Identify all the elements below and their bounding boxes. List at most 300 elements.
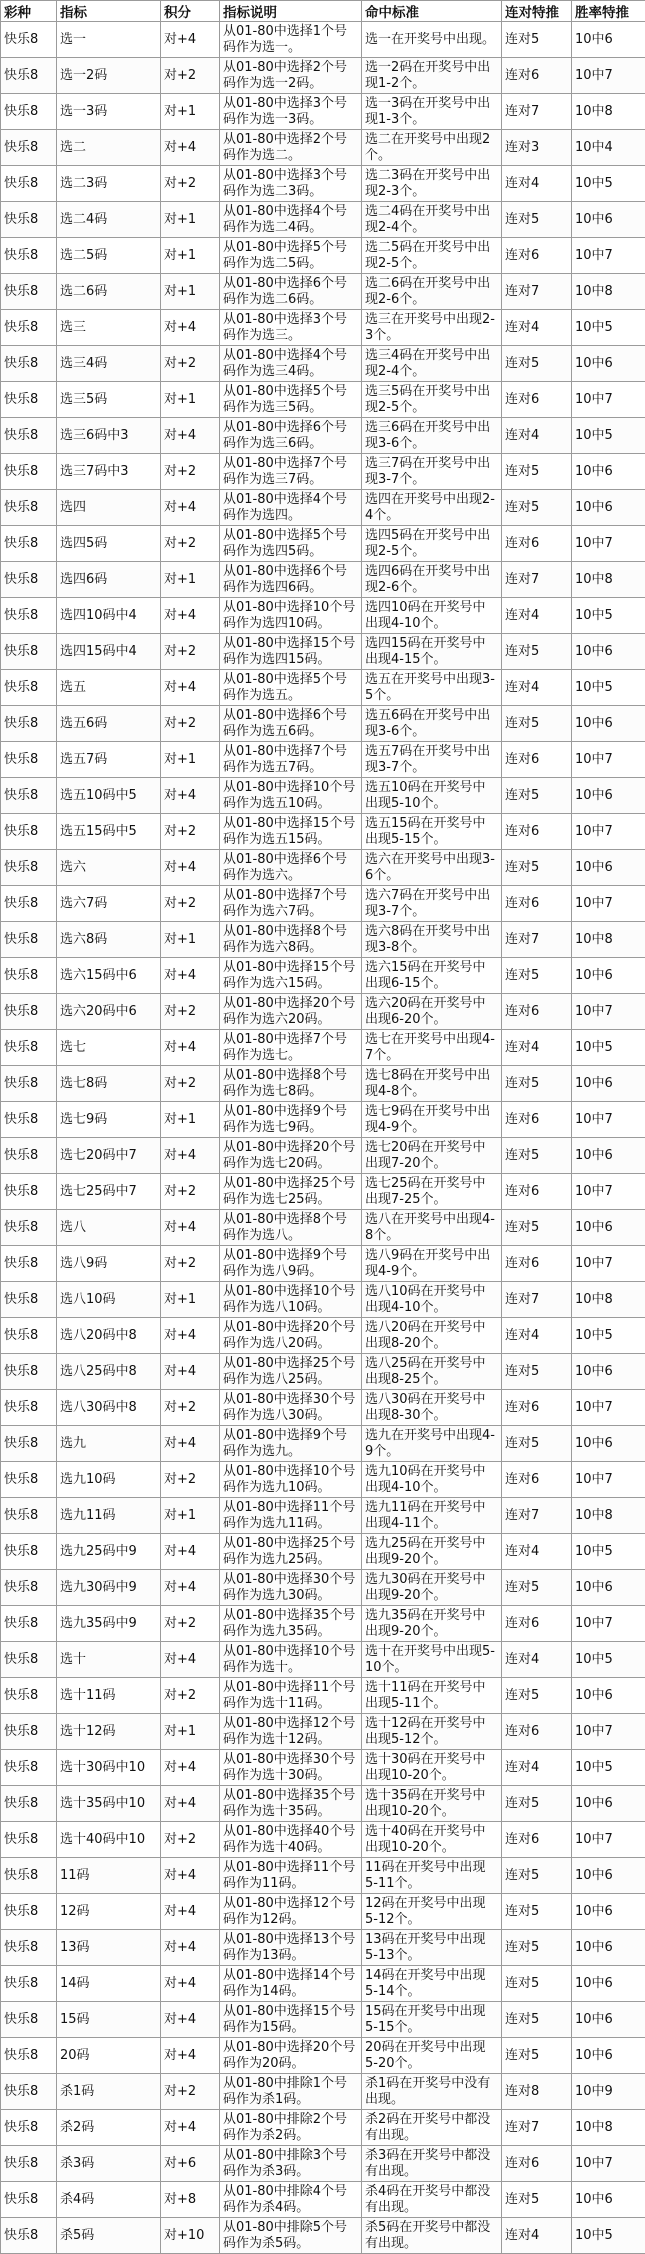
cell-lottery-type: 快乐8 <box>1 706 57 742</box>
cell-lottery-type: 快乐8 <box>1 1822 57 1858</box>
cell-lottery-type: 快乐8 <box>1 2110 57 2146</box>
cell-description: 从01-80中排除4个号码作为杀4码。 <box>220 2182 362 2218</box>
cell-indicator: 选三5码 <box>57 382 161 418</box>
cell-indicator: 选七8码 <box>57 1066 161 1102</box>
cell-lottery-type: 快乐8 <box>1 922 57 958</box>
cell-lottery-type: 快乐8 <box>1 526 57 562</box>
cell-win-rate: 10中6 <box>572 2002 645 2038</box>
cell-points: 对+1 <box>161 202 220 238</box>
cell-streak: 连对5 <box>502 1426 572 1462</box>
cell-hit-criteria: 选一3码在开奖号中出现1-3个。 <box>362 94 502 130</box>
cell-hit-criteria: 选八30码在开奖号中出现8-30个。 <box>362 1390 502 1426</box>
cell-description: 从01-80中选择10个号码作为选八10码。 <box>220 1282 362 1318</box>
cell-lottery-type: 快乐8 <box>1 382 57 418</box>
cell-points: 对+4 <box>161 1030 220 1066</box>
cell-description: 从01-80中选择5个号码作为选三5码。 <box>220 382 362 418</box>
cell-points: 对+1 <box>161 1714 220 1750</box>
cell-streak: 连对5 <box>502 1678 572 1714</box>
cell-description: 从01-80中选择7个号码作为选三7码。 <box>220 454 362 490</box>
cell-hit-criteria: 选六7码在开奖号中出现3-7个。 <box>362 886 502 922</box>
cell-hit-criteria: 选二5码在开奖号中出现2-5个。 <box>362 238 502 274</box>
cell-points: 对+2 <box>161 1462 220 1498</box>
cell-indicator: 选二4码 <box>57 202 161 238</box>
cell-hit-criteria: 选三7码在开奖号中出现3-7个。 <box>362 454 502 490</box>
cell-indicator: 选四10码中4 <box>57 598 161 634</box>
cell-points: 对+1 <box>161 1498 220 1534</box>
cell-hit-criteria: 选八25码在开奖号中出现8-25个。 <box>362 1354 502 1390</box>
table-row <box>1 2074 645 2110</box>
cell-indicator: 选七25码中7 <box>57 1174 161 1210</box>
cell-indicator: 选十11码 <box>57 1678 161 1714</box>
cell-lottery-type: 快乐8 <box>1 598 57 634</box>
cell-indicator: 选六20码中6 <box>57 994 161 1030</box>
cell-description: 从01-80中选择10个号码作为选四10码。 <box>220 598 362 634</box>
table-row <box>1 1822 645 1858</box>
cell-lottery-type: 快乐8 <box>1 1354 57 1390</box>
cell-points: 对+2 <box>161 526 220 562</box>
cell-points: 对+1 <box>161 94 220 130</box>
cell-indicator: 选四5码 <box>57 526 161 562</box>
cell-description: 从01-80中选择14个号码作为14码。 <box>220 1966 362 2002</box>
header-lottery-type: 彩种 <box>1 1 57 22</box>
cell-indicator: 杀2码 <box>57 2110 161 2146</box>
cell-description: 从01-80中排除1个号码作为杀1码。 <box>220 2074 362 2110</box>
cell-win-rate: 10中7 <box>572 814 645 850</box>
table-row <box>1 1570 645 1606</box>
cell-hit-criteria: 选八9码在开奖号中出现4-9个。 <box>362 1246 502 1282</box>
table-row <box>1 166 645 202</box>
cell-hit-criteria: 选九35码在开奖号中出现9-20个。 <box>362 1606 502 1642</box>
cell-description: 从01-80中选择6个号码作为选六。 <box>220 850 362 886</box>
cell-indicator: 选二 <box>57 130 161 166</box>
cell-points: 对+2 <box>161 1678 220 1714</box>
table-row <box>1 22 645 58</box>
cell-description: 从01-80中选择2个号码作为选二。 <box>220 130 362 166</box>
cell-win-rate: 10中6 <box>572 346 645 382</box>
cell-points: 对+1 <box>161 274 220 310</box>
cell-win-rate: 10中7 <box>572 1246 645 1282</box>
cell-description: 从01-80中选择7个号码作为选五7码。 <box>220 742 362 778</box>
cell-hit-criteria: 选九30码在开奖号中出现9-20个。 <box>362 1570 502 1606</box>
cell-streak: 连对6 <box>502 994 572 1030</box>
cell-lottery-type: 快乐8 <box>1 2074 57 2110</box>
table-row <box>1 958 645 994</box>
cell-win-rate: 10中5 <box>572 1030 645 1066</box>
cell-streak: 连对6 <box>502 526 572 562</box>
cell-description: 从01-80中选择8个号码作为选七8码。 <box>220 1066 362 1102</box>
cell-streak: 连对4 <box>502 670 572 706</box>
cell-points: 对+4 <box>161 1570 220 1606</box>
cell-indicator: 选四6码 <box>57 562 161 598</box>
cell-description: 从01-80中选择25个号码作为选七25码。 <box>220 1174 362 1210</box>
cell-description: 从01-80中选择20个号码作为选八20码。 <box>220 1318 362 1354</box>
cell-description: 从01-80中选择11个号码作为选九11码。 <box>220 1498 362 1534</box>
table-row <box>1 274 645 310</box>
cell-points: 对+2 <box>161 1174 220 1210</box>
cell-description: 从01-80中选择6个号码作为选二6码。 <box>220 274 362 310</box>
cell-streak: 连对5 <box>502 1966 572 2002</box>
cell-indicator: 选一 <box>57 22 161 58</box>
cell-description: 从01-80中选择13个号码作为13码。 <box>220 1930 362 1966</box>
cell-indicator: 20码 <box>57 2038 161 2074</box>
cell-hit-criteria: 选二在开奖号中出现2个。 <box>362 130 502 166</box>
table-row <box>1 2110 645 2146</box>
cell-win-rate: 10中8 <box>572 2110 645 2146</box>
cell-description: 从01-80中选择40个号码作为选十40码。 <box>220 1822 362 1858</box>
cell-points: 对+4 <box>161 2038 220 2074</box>
cell-streak: 连对5 <box>502 1894 572 1930</box>
cell-lottery-type: 快乐8 <box>1 850 57 886</box>
cell-win-rate: 10中5 <box>572 1318 645 1354</box>
cell-streak: 连对6 <box>502 1174 572 1210</box>
cell-streak: 连对5 <box>502 1858 572 1894</box>
cell-hit-criteria: 选四5码在开奖号中出现2-5个。 <box>362 526 502 562</box>
cell-hit-criteria: 选十在开奖号中出现5-10个。 <box>362 1642 502 1678</box>
cell-points: 对+2 <box>161 814 220 850</box>
cell-indicator: 选六15码中6 <box>57 958 161 994</box>
cell-description: 从01-80中选择11个号码作为11码。 <box>220 1858 362 1894</box>
table-row <box>1 202 645 238</box>
cell-indicator: 12码 <box>57 1894 161 1930</box>
cell-win-rate: 10中6 <box>572 706 645 742</box>
cell-hit-criteria: 选八在开奖号中出现4-8个。 <box>362 1210 502 1246</box>
cell-hit-criteria: 选五6码在开奖号中出现3-6个。 <box>362 706 502 742</box>
cell-streak: 连对6 <box>502 2146 572 2182</box>
cell-points: 对+4 <box>161 1426 220 1462</box>
cell-description: 从01-80中选择20个号码作为20码。 <box>220 2038 362 2074</box>
cell-lottery-type: 快乐8 <box>1 1390 57 1426</box>
cell-description: 从01-80中选择15个号码作为选四15码。 <box>220 634 362 670</box>
cell-win-rate: 10中7 <box>572 1606 645 1642</box>
cell-hit-criteria: 选六15码在开奖号中出现6-15个。 <box>362 958 502 994</box>
table-row <box>1 1102 645 1138</box>
cell-streak: 连对6 <box>502 1390 572 1426</box>
cell-streak: 连对6 <box>502 742 572 778</box>
table-row <box>1 1534 645 1570</box>
cell-hit-criteria: 选七在开奖号中出现4-7个。 <box>362 1030 502 1066</box>
cell-hit-criteria: 选十30码在开奖号中出现10-20个。 <box>362 1750 502 1786</box>
cell-indicator: 13码 <box>57 1930 161 1966</box>
table-row <box>1 1714 645 1750</box>
cell-win-rate: 10中5 <box>572 1642 645 1678</box>
cell-indicator: 选二5码 <box>57 238 161 274</box>
cell-win-rate: 10中6 <box>572 958 645 994</box>
cell-lottery-type: 快乐8 <box>1 1282 57 1318</box>
table-row <box>1 2146 645 2182</box>
cell-description: 从01-80中选择4个号码作为选二4码。 <box>220 202 362 238</box>
cell-hit-criteria: 选十11码在开奖号中出现5-11个。 <box>362 1678 502 1714</box>
cell-description: 从01-80中选择4个号码作为选三4码。 <box>220 346 362 382</box>
cell-win-rate: 10中8 <box>572 94 645 130</box>
cell-description: 从01-80中选择2个号码作为选一2码。 <box>220 58 362 94</box>
cell-indicator: 选六 <box>57 850 161 886</box>
cell-description: 从01-80中选择8个号码作为选八。 <box>220 1210 362 1246</box>
table-row <box>1 58 645 94</box>
cell-points: 对+2 <box>161 166 220 202</box>
cell-hit-criteria: 选十35码在开奖号中出现10-20个。 <box>362 1786 502 1822</box>
cell-points: 对+4 <box>161 1534 220 1570</box>
cell-description: 从01-80中选择30个号码作为选九30码。 <box>220 1570 362 1606</box>
cell-win-rate: 10中6 <box>572 1354 645 1390</box>
table-row <box>1 994 645 1030</box>
cell-indicator: 选三4码 <box>57 346 161 382</box>
header-row <box>1 1 645 22</box>
cell-points: 对+4 <box>161 1858 220 1894</box>
cell-points: 对+2 <box>161 2074 220 2110</box>
cell-lottery-type: 快乐8 <box>1 1750 57 1786</box>
cell-win-rate: 10中5 <box>572 1750 645 1786</box>
table-row <box>1 1894 645 1930</box>
cell-hit-criteria: 选一2码在开奖号中出现1-2个。 <box>362 58 502 94</box>
cell-streak: 连对5 <box>502 2038 572 2074</box>
cell-win-rate: 10中8 <box>572 1498 645 1534</box>
cell-hit-criteria: 选三4码在开奖号中出现2-4个。 <box>362 346 502 382</box>
cell-points: 对+4 <box>161 1966 220 2002</box>
cell-hit-criteria: 杀5码在开奖号中都没有出现。 <box>362 2218 502 2254</box>
cell-points: 对+2 <box>161 1822 220 1858</box>
cell-hit-criteria: 选八10码在开奖号中出现4-10个。 <box>362 1282 502 1318</box>
cell-hit-criteria: 选二6码在开奖号中出现2-6个。 <box>362 274 502 310</box>
cell-streak: 连对6 <box>502 1606 572 1642</box>
table-row <box>1 418 645 454</box>
cell-indicator: 杀4码 <box>57 2182 161 2218</box>
cell-streak: 连对4 <box>502 2218 572 2254</box>
cell-points: 对+10 <box>161 2218 220 2254</box>
cell-points: 对+8 <box>161 2182 220 2218</box>
cell-lottery-type: 快乐8 <box>1 814 57 850</box>
table-row <box>1 706 645 742</box>
cell-streak: 连对5 <box>502 850 572 886</box>
table-row <box>1 526 645 562</box>
cell-indicator: 15码 <box>57 2002 161 2038</box>
cell-points: 对+2 <box>161 346 220 382</box>
cell-points: 对+2 <box>161 994 220 1030</box>
cell-win-rate: 10中6 <box>572 1426 645 1462</box>
cell-lottery-type: 快乐8 <box>1 994 57 1030</box>
cell-lottery-type: 快乐8 <box>1 1426 57 1462</box>
cell-win-rate: 10中5 <box>572 166 645 202</box>
cell-lottery-type: 快乐8 <box>1 1462 57 1498</box>
table-row <box>1 238 645 274</box>
cell-indicator: 选九 <box>57 1426 161 1462</box>
cell-points: 对+4 <box>161 778 220 814</box>
table-row <box>1 742 645 778</box>
cell-description: 从01-80中选择4个号码作为选四。 <box>220 490 362 526</box>
cell-lottery-type: 快乐8 <box>1 1894 57 1930</box>
cell-lottery-type: 快乐8 <box>1 94 57 130</box>
cell-indicator: 11码 <box>57 1858 161 1894</box>
cell-streak: 连对5 <box>502 1066 572 1102</box>
cell-indicator: 选五6码 <box>57 706 161 742</box>
cell-hit-criteria: 选四10码在开奖号中出现4-10个。 <box>362 598 502 634</box>
cell-win-rate: 10中5 <box>572 418 645 454</box>
cell-description: 从01-80中选择5个号码作为选五。 <box>220 670 362 706</box>
cell-points: 对+1 <box>161 922 220 958</box>
table-row <box>1 1642 645 1678</box>
cell-indicator: 选七20码中7 <box>57 1138 161 1174</box>
cell-win-rate: 10中5 <box>572 598 645 634</box>
cell-description: 从01-80中选择12个号码作为12码。 <box>220 1894 362 1930</box>
cell-hit-criteria: 选五10码在开奖号中出现5-10个。 <box>362 778 502 814</box>
cell-win-rate: 10中6 <box>572 22 645 58</box>
cell-streak: 连对6 <box>502 58 572 94</box>
cell-indicator: 选九25码中9 <box>57 1534 161 1570</box>
cell-indicator: 选十12码 <box>57 1714 161 1750</box>
cell-hit-criteria: 杀3码在开奖号中都没有出现。 <box>362 2146 502 2182</box>
cell-win-rate: 10中5 <box>572 310 645 346</box>
table-row <box>1 598 645 634</box>
cell-lottery-type: 快乐8 <box>1 1102 57 1138</box>
table-row <box>1 310 645 346</box>
cell-lottery-type: 快乐8 <box>1 1786 57 1822</box>
cell-hit-criteria: 选九在开奖号中出现4-9个。 <box>362 1426 502 1462</box>
cell-points: 对+4 <box>161 850 220 886</box>
cell-points: 对+4 <box>161 2002 220 2038</box>
cell-streak: 连对6 <box>502 886 572 922</box>
cell-indicator: 选三 <box>57 310 161 346</box>
cell-indicator: 选十 <box>57 1642 161 1678</box>
cell-win-rate: 10中7 <box>572 742 645 778</box>
cell-lottery-type: 快乐8 <box>1 1642 57 1678</box>
cell-streak: 连对5 <box>502 490 572 526</box>
cell-points: 对+1 <box>161 1102 220 1138</box>
cell-streak: 连对7 <box>502 1282 572 1318</box>
table-row <box>1 922 645 958</box>
cell-win-rate: 10中7 <box>572 2146 645 2182</box>
cell-win-rate: 10中6 <box>572 1570 645 1606</box>
cell-streak: 连对5 <box>502 706 572 742</box>
cell-indicator: 选九30码中9 <box>57 1570 161 1606</box>
cell-lottery-type: 快乐8 <box>1 1174 57 1210</box>
cell-description: 从01-80中选择6个号码作为选五6码。 <box>220 706 362 742</box>
table-row <box>1 1246 645 1282</box>
table-row <box>1 886 645 922</box>
cell-points: 对+1 <box>161 562 220 598</box>
cell-win-rate: 10中7 <box>572 994 645 1030</box>
cell-win-rate: 10中7 <box>572 382 645 418</box>
cell-lottery-type: 快乐8 <box>1 202 57 238</box>
cell-lottery-type: 快乐8 <box>1 490 57 526</box>
table-row <box>1 814 645 850</box>
cell-hit-criteria: 选二4码在开奖号中出现2-4个。 <box>362 202 502 238</box>
cell-description: 从01-80中排除2个号码作为杀2码。 <box>220 2110 362 2146</box>
cell-win-rate: 10中6 <box>572 850 645 886</box>
cell-lottery-type: 快乐8 <box>1 238 57 274</box>
cell-streak: 连对4 <box>502 1642 572 1678</box>
cell-win-rate: 10中7 <box>572 1822 645 1858</box>
cell-hit-criteria: 选三在开奖号中出现2-3个。 <box>362 310 502 346</box>
cell-lottery-type: 快乐8 <box>1 310 57 346</box>
cell-win-rate: 10中6 <box>572 1210 645 1246</box>
cell-lottery-type: 快乐8 <box>1 2146 57 2182</box>
table-row <box>1 562 645 598</box>
cell-win-rate: 10中5 <box>572 2218 645 2254</box>
cell-description: 从01-80中选择15个号码作为选六15码。 <box>220 958 362 994</box>
cell-lottery-type: 快乐8 <box>1 22 57 58</box>
cell-streak: 连对4 <box>502 310 572 346</box>
header-win-rate-pick: 胜率特推 <box>572 1 645 22</box>
table-row <box>1 1174 645 1210</box>
cell-streak: 连对6 <box>502 1246 572 1282</box>
cell-points: 对+2 <box>161 1390 220 1426</box>
cell-indicator: 选五10码中5 <box>57 778 161 814</box>
cell-description: 从01-80中选择6个号码作为选三6码。 <box>220 418 362 454</box>
cell-points: 对+2 <box>161 706 220 742</box>
table-header <box>1 1 645 22</box>
cell-indicator: 选三7码中3 <box>57 454 161 490</box>
cell-lottery-type: 快乐8 <box>1 1138 57 1174</box>
cell-description: 从01-80中选择9个号码作为选九。 <box>220 1426 362 1462</box>
cell-win-rate: 10中6 <box>572 1786 645 1822</box>
cell-description: 从01-80中排除3个号码作为杀3码。 <box>220 2146 362 2182</box>
cell-points: 对+4 <box>161 1138 220 1174</box>
cell-description: 从01-80中选择5个号码作为选二5码。 <box>220 238 362 274</box>
cell-lottery-type: 快乐8 <box>1 886 57 922</box>
cell-points: 对+4 <box>161 1930 220 1966</box>
cell-points: 对+2 <box>161 1066 220 1102</box>
cell-description: 从01-80中选择35个号码作为选九35码。 <box>220 1606 362 1642</box>
cell-indicator: 选九35码中9 <box>57 1606 161 1642</box>
cell-description: 从01-80中选择15个号码作为选五15码。 <box>220 814 362 850</box>
cell-win-rate: 10中6 <box>572 778 645 814</box>
table-row <box>1 1282 645 1318</box>
table-row <box>1 94 645 130</box>
cell-hit-criteria: 选五在开奖号中出现3-5个。 <box>362 670 502 706</box>
cell-win-rate: 10中7 <box>572 238 645 274</box>
cell-hit-criteria: 选四6码在开奖号中出现2-6个。 <box>362 562 502 598</box>
cell-lottery-type: 快乐8 <box>1 1966 57 2002</box>
cell-description: 从01-80中选择20个号码作为选六20码。 <box>220 994 362 1030</box>
cell-streak: 连对6 <box>502 1102 572 1138</box>
cell-streak: 连对7 <box>502 274 572 310</box>
cell-win-rate: 10中6 <box>572 1894 645 1930</box>
cell-indicator: 选十40码中10 <box>57 1822 161 1858</box>
cell-indicator: 选四15码中4 <box>57 634 161 670</box>
table-row <box>1 1750 645 1786</box>
cell-win-rate: 10中4 <box>572 130 645 166</box>
table-row <box>1 1858 645 1894</box>
cell-hit-criteria: 选五7码在开奖号中出现3-7个。 <box>362 742 502 778</box>
cell-streak: 连对5 <box>502 1210 572 1246</box>
cell-indicator: 选八20码中8 <box>57 1318 161 1354</box>
cell-hit-criteria: 选七9码在开奖号中出现4-9个。 <box>362 1102 502 1138</box>
cell-indicator: 选五15码中5 <box>57 814 161 850</box>
cell-streak: 连对5 <box>502 1786 572 1822</box>
cell-streak: 连对5 <box>502 22 572 58</box>
cell-points: 对+2 <box>161 1246 220 1282</box>
cell-hit-criteria: 选九11码在开奖号中出现4-11个。 <box>362 1498 502 1534</box>
cell-description: 从01-80中选择11个号码作为选十11码。 <box>220 1678 362 1714</box>
cell-win-rate: 10中6 <box>572 1678 645 1714</box>
cell-win-rate: 10中6 <box>572 634 645 670</box>
cell-indicator: 杀3码 <box>57 2146 161 2182</box>
table-row <box>1 346 645 382</box>
cell-hit-criteria: 选三5码在开奖号中出现2-5个。 <box>362 382 502 418</box>
cell-hit-criteria: 杀4码在开奖号中都没有出现。 <box>362 2182 502 2218</box>
cell-description: 从01-80中选择20个号码作为选七20码。 <box>220 1138 362 1174</box>
cell-win-rate: 10中8 <box>572 922 645 958</box>
table-row <box>1 1354 645 1390</box>
cell-indicator: 选二6码 <box>57 274 161 310</box>
table-row <box>1 850 645 886</box>
cell-streak: 连对7 <box>502 562 572 598</box>
cell-lottery-type: 快乐8 <box>1 166 57 202</box>
cell-description: 从01-80中选择9个号码作为选七9码。 <box>220 1102 362 1138</box>
cell-streak: 连对4 <box>502 1534 572 1570</box>
cell-streak: 连对4 <box>502 1318 572 1354</box>
cell-lottery-type: 快乐8 <box>1 670 57 706</box>
cell-indicator: 选九10码 <box>57 1462 161 1498</box>
